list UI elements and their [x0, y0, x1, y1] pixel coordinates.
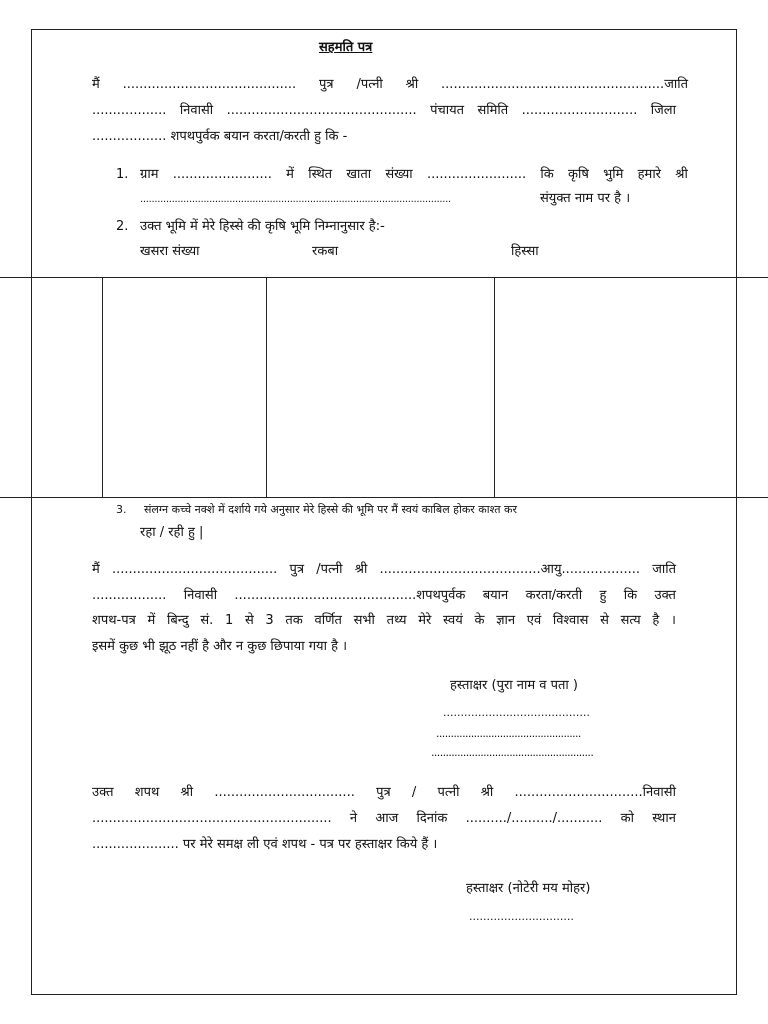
signature-label: हस्ताक्षर (पुरा नाम व पता )	[450, 678, 578, 693]
word: को	[620, 811, 635, 826]
word: जिला	[650, 103, 676, 118]
word: विश्वास	[552, 613, 589, 628]
signature-dots-1: ..........................................	[443, 706, 590, 719]
word: 1	[224, 613, 234, 628]
word: पत्नी	[437, 785, 460, 800]
word: ग्राम	[140, 167, 159, 182]
word: कि	[540, 167, 554, 182]
word: ............................................शपथपुर्वक	[234, 588, 466, 603]
word: ..............................................	[226, 103, 417, 118]
word: ..................	[92, 103, 167, 118]
intro-line-1	[92, 77, 688, 93]
word: शपथ	[134, 785, 160, 800]
table-column-divider-2	[266, 277, 267, 497]
signature-dots-3: ........................................................	[431, 746, 594, 759]
oath-line-2	[92, 811, 676, 827]
document-title: सहमति पत्र	[319, 40, 373, 55]
table-column-divider-3	[494, 277, 495, 497]
word: ।	[670, 613, 676, 628]
word: ........../........../...........	[465, 811, 603, 826]
word: ज्ञान	[496, 613, 516, 628]
item-3-number: 3.	[116, 503, 127, 516]
word: ..................	[92, 588, 167, 603]
column-header-khasra: खसरा संख्या	[140, 244, 200, 259]
word: सं.	[200, 613, 214, 628]
word: शपथ-पत्र	[92, 613, 136, 628]
word: ...............................निवासी	[514, 785, 676, 800]
affidavit-line-3	[92, 613, 676, 629]
word: तक	[285, 613, 303, 628]
table-top-border	[0, 277, 768, 278]
word: ............................	[521, 103, 638, 118]
word: 3	[265, 613, 274, 628]
word: श्री	[480, 785, 494, 800]
word: ..........................................................	[92, 811, 332, 826]
word: एवं	[526, 613, 542, 628]
word: उक्त	[92, 785, 114, 800]
word: सभी	[353, 613, 375, 628]
word: में	[147, 613, 156, 628]
word: ......................................................जाति	[441, 77, 688, 92]
word: कृषि	[567, 167, 589, 182]
word: वर्णित	[314, 613, 342, 628]
word: करता/करती	[525, 588, 583, 603]
word: ने	[349, 811, 358, 826]
word: है	[652, 613, 660, 628]
word: बयान	[482, 588, 509, 603]
item-1-line-2-dots: ............................................................................................................	[140, 194, 451, 205]
word: .......................................आयु...................	[379, 562, 641, 577]
word: ........................	[172, 167, 272, 182]
word: आज	[375, 811, 399, 826]
word: में	[286, 167, 294, 182]
word: /पत्नी	[356, 77, 383, 92]
word: श्री	[675, 167, 688, 182]
word: श्री	[180, 785, 194, 800]
word: खाता	[346, 167, 372, 182]
word: निवासी	[179, 103, 214, 118]
word: स्वयं	[443, 613, 463, 628]
word: निवासी	[183, 588, 218, 603]
word: हु	[599, 588, 607, 603]
intro-line-3: .................. शपथपुर्वक बयान करता/करती हु कि -	[92, 129, 348, 144]
oath-line-1	[92, 785, 676, 801]
item-3-line-1: संलग्न कच्चे नक्शे में दर्शाये गये अनुसार मेरे हिस्से की भूमि पर मैं स्वयं काबिल होकर काश्त कर	[144, 503, 517, 516]
word: ........................................	[111, 562, 278, 577]
word: /	[411, 785, 417, 800]
word: मैं	[92, 562, 100, 577]
word: पुत्र	[289, 562, 305, 577]
table-bottom-border	[0, 497, 768, 498]
affidavit-line-2	[92, 588, 676, 604]
word: पुत्र	[376, 785, 391, 800]
word: भुमि	[603, 167, 624, 182]
item-2-text: उक्त भूमि में मेरे हिस्से की कृषि भूमि निम्नानुसार है:-	[140, 219, 385, 234]
notary-signature-label: हस्ताक्षर (नोटेरी मय मोहर)	[466, 881, 591, 896]
intro-line-2	[92, 103, 676, 119]
word: ........................	[426, 167, 527, 182]
word: /पत्नी	[316, 562, 343, 577]
word: पुत्र	[319, 77, 334, 92]
column-header-hissa: हिस्सा	[511, 244, 539, 259]
word: बिन्दु	[166, 613, 189, 628]
item-1-number: 1.	[116, 167, 129, 182]
word: से	[244, 613, 254, 628]
item-2-number: 2.	[116, 219, 129, 234]
word: से	[600, 613, 609, 628]
signature-dots-2: ..................................................	[436, 727, 581, 740]
table-column-divider-1	[102, 277, 103, 497]
word: स्थित	[308, 167, 333, 182]
word: मैं	[92, 77, 100, 92]
word: समिति	[477, 103, 509, 118]
word: ..........................................	[122, 77, 297, 92]
word: संख्या	[385, 167, 413, 182]
oath-line-3: ..................... पर मेरे समक्ष ली एवं शपथ - पत्र पर हस्ताक्षर किये हैं ।	[92, 837, 438, 852]
word: श्री	[405, 77, 419, 92]
word: हमारे	[637, 167, 662, 182]
word: स्थान	[652, 811, 676, 826]
notary-signature-dots: ..............................	[469, 910, 574, 923]
item-1-line-1	[140, 167, 688, 183]
affidavit-line-1	[92, 562, 676, 578]
word: पंचायत	[430, 103, 465, 118]
column-header-rakba: रकबा	[312, 244, 339, 259]
word: उक्त	[654, 588, 676, 603]
item-3-line-2: रहा / रही हु |	[140, 525, 204, 540]
word: मेरे	[418, 613, 432, 628]
word: जाति	[652, 562, 676, 577]
item-1-line-2-suffix: संयुक्त नाम पर है ।	[540, 191, 631, 206]
word: दिनांक	[416, 811, 448, 826]
word: के	[474, 613, 485, 628]
word: श्री	[354, 562, 368, 577]
word: कि	[623, 588, 638, 603]
word: ..................................	[214, 785, 355, 800]
affidavit-line-4: इसमें कुछ भी झूठ नहीं है और न कुछ छिपाया गया है ।	[92, 639, 348, 654]
word: तथ्य	[386, 613, 407, 628]
word: सत्य	[620, 613, 641, 628]
